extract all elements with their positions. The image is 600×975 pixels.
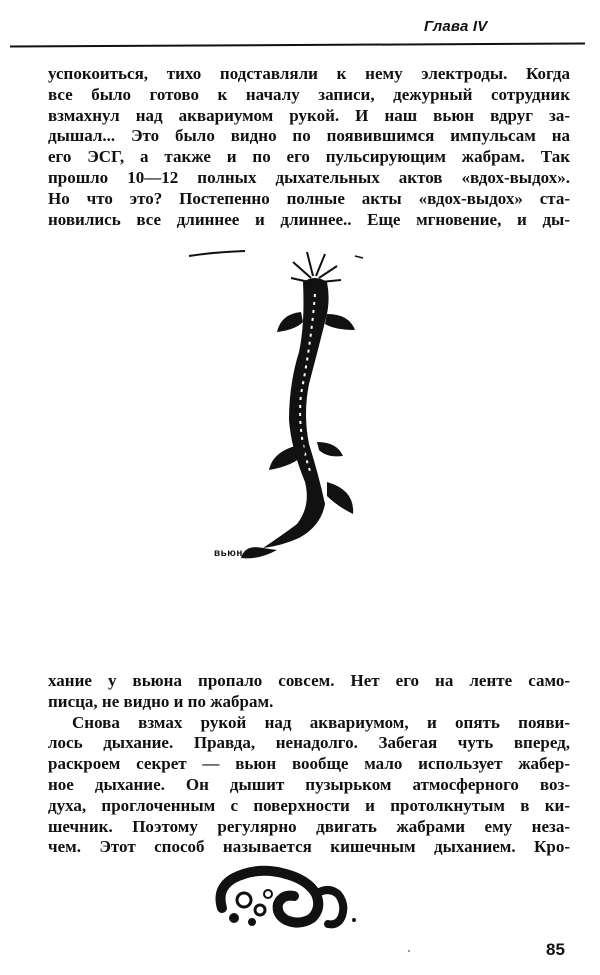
text-line: ное дыхание. Он дышит пузырьком атмосферного воз- [48, 774, 570, 794]
swimming-loach-drawing-icon [185, 244, 385, 564]
text-line: шечник. Поэтому регулярно двигать жабрами ему неза- [48, 816, 570, 836]
text-line: духа, проглоченным с поверхности и протолкнутым в ки- [48, 795, 570, 815]
bottom-paragraph [48, 671, 570, 858]
text-line: взмахнул над аквариумом рукой. И наш вьюн вдруг за- [48, 105, 570, 125]
chapter-header-rule [10, 42, 585, 47]
text-line: раскроем секрет — вьюн вообще мало использует жабер- [48, 754, 570, 774]
text-line: Снова взмах рукой над аквариумом, и опять появи- [72, 712, 570, 732]
page-number: 85 [546, 940, 565, 959]
text-line: успокоиться, тихо подставляли к нему электроды. Когда [48, 64, 570, 83]
text-line: чем. Этот способ называется кишечным дыханием. Кро- [48, 837, 570, 857]
text-line: прошло 10—12 полных дыхательных актов «вдох-выдох». [48, 167, 570, 187]
air-bubble-intestine-drawing-icon [212, 864, 360, 934]
text-line: писца, не видно и по жабрам. [48, 691, 274, 711]
print-speck [408, 950, 410, 952]
text-line: лось дыхание. Правда, ненадолго. Забегая чуть вперед, [48, 733, 570, 753]
text-line: новились все длиннее и длиннее.. Еще мгновение, и ды- [48, 209, 570, 229]
illustration-caption: вьюн [214, 548, 243, 559]
top-paragraph [48, 64, 570, 230]
text-line: все было готово к началу записи, дежурный сотрудник [48, 84, 570, 104]
text-line: дышал... Это было видно по появившимся импульсам на [48, 126, 570, 146]
text-line: его ЭСГ, а также и по его пульсирующим жабрам. Так [48, 147, 570, 167]
chapter-title: Глава IV [424, 18, 488, 35]
text-line: Но что это? Постепенно полные акты «вдох-выдох» ста- [48, 188, 570, 208]
text-line: хание у вьюна пропало совсем. Нет его на ленте само- [48, 671, 570, 690]
